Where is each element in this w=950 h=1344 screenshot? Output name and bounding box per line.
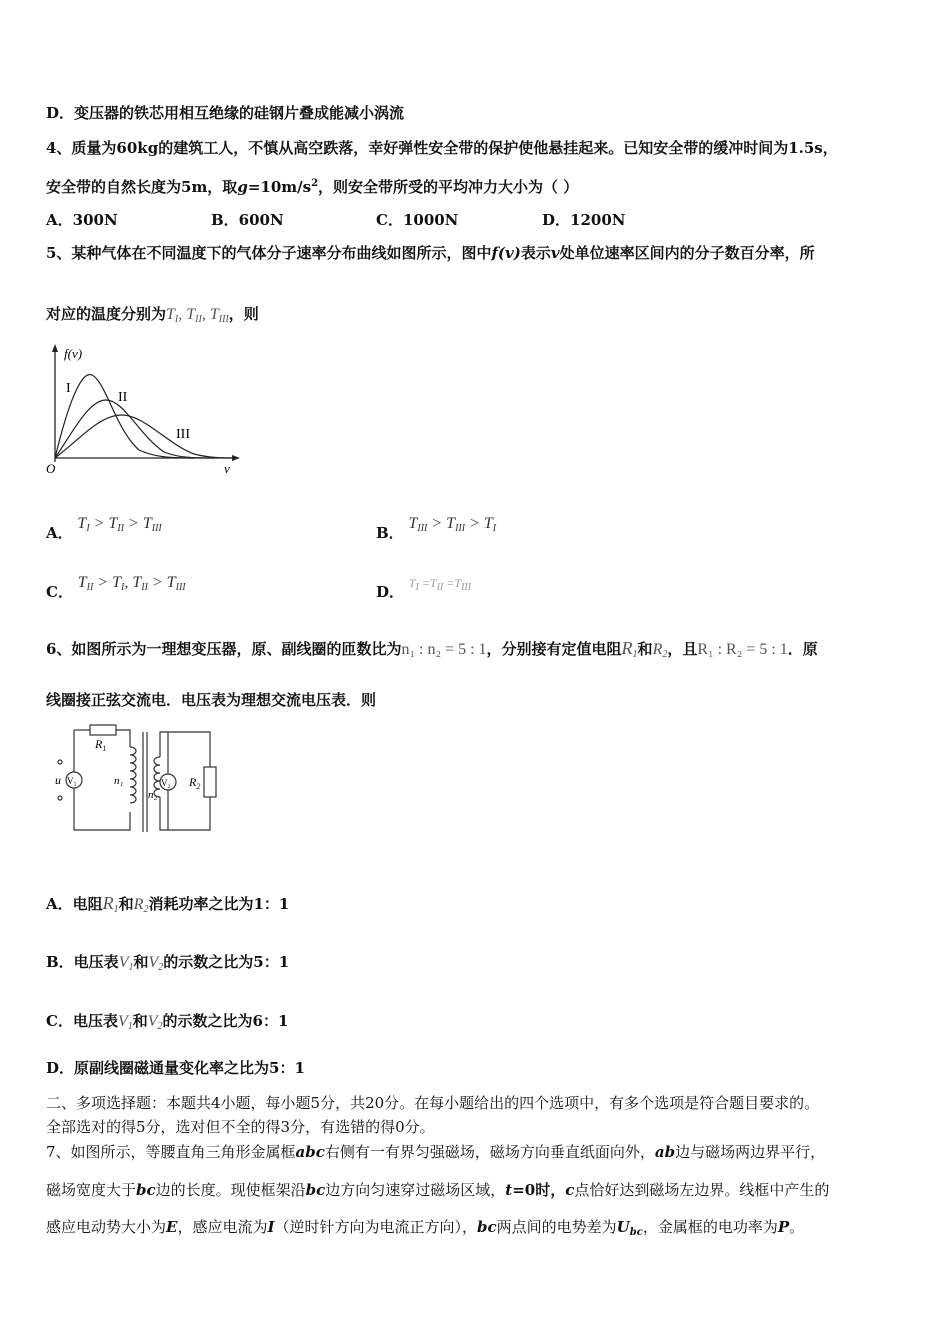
q5-option-a: A． $T_I > T_{II} > T_{III}$ bbox=[46, 515, 162, 542]
graph-y-label: f(v) bbox=[64, 346, 83, 361]
resistor-r1 bbox=[90, 725, 116, 735]
q4-option-a: A．300N bbox=[46, 211, 118, 229]
q5-option-b: B． $T_{III} > T_{III} > T_I$ bbox=[376, 515, 497, 542]
section2-heading-line2: 全部选对的得5分，选对但不全的得3分，有选错的得0分。 bbox=[46, 1118, 435, 1136]
q3-option-d: D．变压器的铁芯用相互绝缘的硅钢片叠成能减小涡流 bbox=[46, 104, 405, 122]
q4-stem-line1: 4、质量为60kg的建筑工人，不慎从高空跌落，幸好弹性安全带的保护使他悬挂起来。已知安全带的缓冲时间为1.5s， bbox=[46, 139, 838, 157]
curve-i bbox=[55, 374, 194, 458]
q5-stem-line1: 5、某种气体在不同温度下的气体分子速率分布曲线如图所示，图中f(v)表示v处单位速率区间内的分子数百分率，所 bbox=[46, 244, 815, 262]
q5-distribution-graph bbox=[44, 340, 244, 475]
q6-option-d: D．原副线圈磁通量变化率之比为5：1 bbox=[46, 1059, 305, 1077]
primary-coil bbox=[130, 747, 136, 803]
label-v1: V₁ bbox=[67, 776, 77, 786]
primary-wire-top-right bbox=[116, 730, 130, 747]
graph-y-arrow bbox=[52, 344, 58, 352]
curve-iii-label: III bbox=[176, 427, 190, 442]
q6-option-b: B．电压表$V_1$和$V_2$的示数之比为5：1 bbox=[46, 953, 290, 973]
label-n2: n₂ bbox=[148, 789, 158, 801]
terminal-bottom bbox=[58, 796, 62, 800]
q6-stem-line1: 6、如图所示为一理想变压器，原、副线圈的匝数比为n₁ : n₂ = 5 : 1，分别接有定值电阻$R_1$和$R_2$，且R₁ : R₂ = 5 : 1．原 bbox=[46, 638, 818, 660]
label-r2: $R_2$ bbox=[189, 775, 201, 791]
label-n1: n₁ bbox=[114, 775, 124, 787]
q7-stem-line3: 感应电动势大小为E，感应电流为I（逆时针方向为电流正方向），bc两点间的电势差为$U_{bc}$，金属框的电功率为P。 bbox=[46, 1218, 805, 1238]
q6-transformer-circuit bbox=[50, 722, 220, 837]
q4-option-d: D．1200N bbox=[542, 211, 626, 229]
curve-i-label: I bbox=[66, 381, 71, 396]
graph-x-label: v bbox=[224, 461, 230, 475]
q4-option-b: B．600N bbox=[211, 211, 284, 229]
curve-ii bbox=[55, 400, 214, 458]
q6-option-a: A．电阻$R_1$和$R_2$消耗功率之比为1：1 bbox=[46, 893, 290, 915]
q6-stem-line2: 线圈接正弦交流电．电压表为理想交流电压表．则 bbox=[46, 691, 377, 709]
label-r1: $R_1$ bbox=[95, 737, 107, 753]
q7-stem-line2: 磁场宽度大于bc边的长度。现使框架沿bc边方向匀速穿过磁场区域，t=0时，c点恰好达到磁场左边界。线框中产生的 bbox=[46, 1181, 830, 1199]
q5-option-c: C． $T_{II} > T_I$, $T_{II} > T_{III}$ bbox=[46, 574, 186, 601]
curve-ii-label: II bbox=[118, 390, 128, 405]
graph-origin: O bbox=[46, 461, 56, 475]
label-v2: V₂ bbox=[161, 778, 171, 788]
q5-option-d: D． $T_I =T_{II} =T_{III}$ bbox=[376, 576, 472, 601]
section2-heading-line1: 二、多项选择题：本题共4小题，每小题5分，共20分。在每小题给出的四个选项中，有多个选项是符合题目要求的。 bbox=[46, 1094, 820, 1112]
q7-stem-line1: 7、如图所示，等腰直角三角形金属框abc右侧有一有界匀强磁场，磁场方向垂直纸面向外，ab边与磁场两边界平行， bbox=[46, 1143, 826, 1161]
resistor-r2 bbox=[204, 767, 216, 797]
terminal-top bbox=[58, 760, 62, 764]
q6-option-c: C．电压表$V_1$和$V_2$的示数之比为6：1 bbox=[46, 1012, 289, 1032]
q4-option-c: C．1000N bbox=[376, 211, 459, 229]
label-u: u bbox=[55, 773, 61, 787]
q4-stem-line2: 安全带的自然长度为5m，取$g=10m/s^2$，则安全带所受的平均冲力大小为（ ） bbox=[46, 178, 579, 196]
q5-stem-line2: 对应的温度分别为$T_I$, $T_{II}$, $T_{III}$，则 bbox=[46, 305, 259, 325]
curve-iii bbox=[55, 415, 236, 458]
